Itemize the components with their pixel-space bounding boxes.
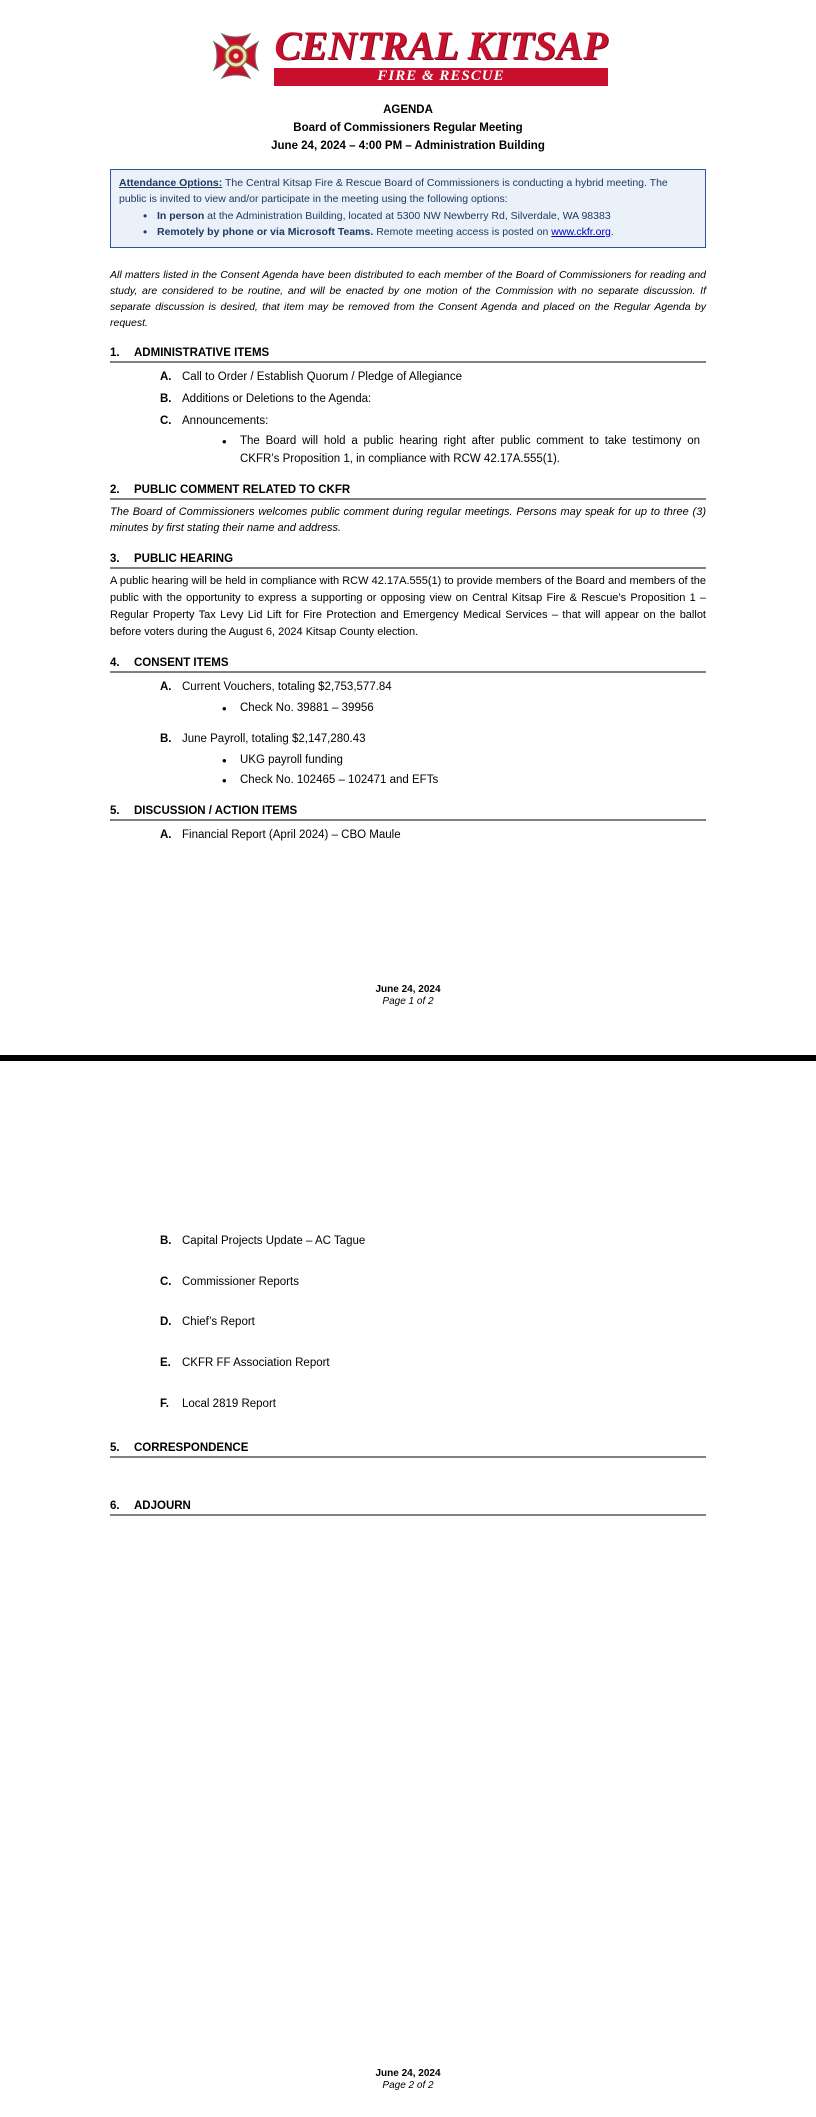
page-2-footer	[0, 2068, 816, 2091]
document-title: AGENDA	[383, 104, 433, 116]
item-text: CKFR FF Association Report	[182, 1357, 330, 1370]
page-1-footer	[0, 984, 816, 1007]
section-administrative-body	[110, 369, 706, 468]
item-letter: B.	[160, 392, 172, 405]
list-item: • The Board will hold a public hearing right after public comment to take testimony on CKFR’s Proposition 1, in compliance with RCW 42.17A.555(1).	[240, 433, 706, 468]
logo	[208, 23, 608, 86]
list-item	[160, 1274, 706, 1291]
section-discussion-body	[110, 827, 706, 844]
section-public-hearing-heading	[110, 553, 706, 569]
section-administrative-heading	[110, 347, 706, 363]
attendance-options-list	[119, 209, 697, 240]
section-adjourn	[110, 1500, 706, 1516]
item-text: Announcements:	[182, 414, 269, 427]
logo-subtitle: FIRE & RESCUE	[274, 68, 607, 86]
list-item	[160, 827, 706, 844]
list-item	[160, 731, 706, 748]
section-administrative-title: ADMINISTRATIVE ITEMS	[134, 347, 270, 360]
consent-agenda-note: All matters listed in the Consent Agenda have been distributed to each member of the Board of Commissioners for reading and study, are considered to be routine, and will be enacted by one motion of the Commission with no separate discussion. If separate discussion is desired, that item may be removed from the Consent Agenda and placed on the Regular Agenda by request.	[110, 269, 706, 329]
footer-date: June 24, 2024	[375, 984, 441, 995]
item-letter: D.	[160, 1316, 172, 1329]
section-public-comment-number: 2.	[110, 483, 120, 496]
voucher-bullets	[110, 700, 706, 717]
section-consent-items-heading	[110, 657, 706, 673]
announcement-bullets	[110, 433, 706, 468]
section-correspondence-heading	[110, 1442, 706, 1458]
list-item	[160, 679, 706, 696]
attendance-label: Attendance Options:	[119, 177, 223, 190]
footer-page-number: Page 2 of 2	[382, 2080, 434, 2091]
item-text: Chief’s Report	[182, 1316, 255, 1329]
logo-wordmark	[274, 23, 608, 86]
section-discussion-number: 5.	[110, 805, 120, 818]
masthead	[110, 0, 706, 86]
section-public-comment	[110, 484, 706, 537]
list-item: • Check No. 102465 – 102471 and EFTs	[240, 772, 706, 789]
section-administrative-items	[110, 347, 706, 468]
page-2-content	[110, 1061, 706, 1516]
section-correspondence	[110, 1442, 706, 1458]
item-text: Current Vouchers, totaling $2,753,577.84	[182, 681, 392, 694]
attendance-option-in-person-label: In person	[157, 209, 205, 222]
item-text: Capital Projects Update – AC Tague	[182, 1235, 366, 1247]
section-consent-items	[110, 657, 706, 789]
item-text: June Payroll, totaling $2,147,280.43	[182, 732, 366, 745]
attendance-option-remote-label: Remotely by phone or via Microsoft Teams.	[157, 226, 374, 239]
list-item	[160, 391, 706, 408]
item-letter: C.	[160, 414, 172, 427]
section-consent-items-title: CONSENT ITEMS	[134, 657, 229, 670]
meeting-datetime: June 24, 2024 – 4:00 PM – Administration Building	[271, 139, 545, 152]
list-item	[160, 1233, 706, 1250]
document-page-2	[0, 1061, 816, 2117]
section-public-hearing-title: PUBLIC HEARING	[134, 552, 234, 565]
footer-date: June 24, 2024	[375, 2068, 441, 2079]
document-page-1	[0, 0, 816, 1055]
maltese-cross-icon	[208, 28, 264, 84]
ckfr-website-link[interactable]: www.ckfr.org	[551, 226, 611, 239]
document-title-block	[110, 102, 706, 155]
attendance-option-remote-text: Remote meeting access is posted on	[373, 226, 552, 239]
logo-name: CENTRAL KITSAP	[274, 23, 608, 68]
section-consent-items-number: 4.	[110, 657, 120, 670]
meeting-title: Board of Commissioners Regular Meeting	[293, 121, 523, 134]
attendance-option-remote-end: .	[610, 226, 614, 239]
item-letter: C.	[160, 1275, 172, 1288]
attendance-option-remote	[157, 225, 697, 240]
item-letter: B.	[160, 732, 172, 745]
section-discussion-items	[110, 805, 706, 844]
section-public-hearing	[110, 553, 706, 641]
attendance-intro: The Central Kitsap Fire & Rescue Board of Commissioners is conducting a hybrid meeting. The public is invited to view and/or participate in the meeting using the following options:	[119, 177, 668, 205]
section-discussion-title: DISCUSSION / ACTION ITEMS	[134, 805, 298, 818]
item-letter: A.	[160, 681, 172, 694]
item-text: Financial Report (April 2024) – CBO Maule	[182, 829, 401, 842]
item-text: Additions or Deletions to the Agenda:	[182, 392, 372, 405]
section-public-comment-heading	[110, 484, 706, 500]
public-comment-body: The Board of Commissioners welcomes public comment during regular meetings. Persons may speak for up to three (3) minutes by first stating their name and address.	[110, 505, 706, 535]
attendance-options-box	[110, 169, 706, 248]
section-public-hearing-number: 3.	[110, 552, 120, 565]
section-administrative-number: 1.	[110, 347, 120, 360]
section-correspondence-number: 5.	[110, 1442, 120, 1455]
list-item: • Check No. 39881 – 39956	[240, 700, 706, 717]
list-item	[160, 369, 706, 386]
item-letter: E.	[160, 1357, 171, 1370]
list-item	[160, 1355, 706, 1372]
public-hearing-body: A public hearing will be held in compliance with RCW 42.17A.555(1) to provide members of the Board and members of the public with the opportunity to express a supporting or opposing view on Central Kitsap Fire & Rescue’s Proposition 1 – Regular Property Tax Levy Lid Lift for Fire Protection and Emergency Medical Services – that will appear on the ballot before voters during the August 6, 2024 Kitsap County election.	[110, 574, 706, 638]
item-letter: F.	[160, 1397, 169, 1410]
section-adjourn-number: 6.	[110, 1500, 120, 1513]
payroll-bullets	[110, 752, 706, 790]
item-letter: B.	[160, 1235, 172, 1247]
section-public-comment-title: PUBLIC COMMENT RELATED TO CKFR	[134, 483, 351, 496]
list-item	[160, 1396, 706, 1413]
item-text: Local 2819 Report	[182, 1397, 276, 1410]
section-adjourn-title: ADJOURN	[134, 1500, 191, 1513]
section-discussion-heading	[110, 805, 706, 821]
list-item	[160, 413, 706, 430]
section-consent-items-body	[110, 679, 706, 789]
section-adjourn-heading	[110, 1500, 706, 1516]
list-item: • UKG payroll funding	[240, 752, 706, 769]
item-letter: A.	[160, 371, 172, 384]
section-correspondence-title: CORRESPONDENCE	[134, 1442, 249, 1455]
item-text: Commissioner Reports	[182, 1275, 299, 1288]
item-text: Call to Order / Establish Quorum / Pledge of Allegiance	[182, 371, 462, 384]
item-letter: A.	[160, 829, 172, 842]
footer-page-number: Page 1 of 2	[382, 996, 434, 1007]
attendance-option-in-person-text: at the Administration Building, located at 5300 NW Newberry Rd, Silverdale, WA 98383	[204, 209, 611, 222]
attendance-option-in-person	[157, 209, 697, 224]
list-item	[160, 1314, 706, 1331]
